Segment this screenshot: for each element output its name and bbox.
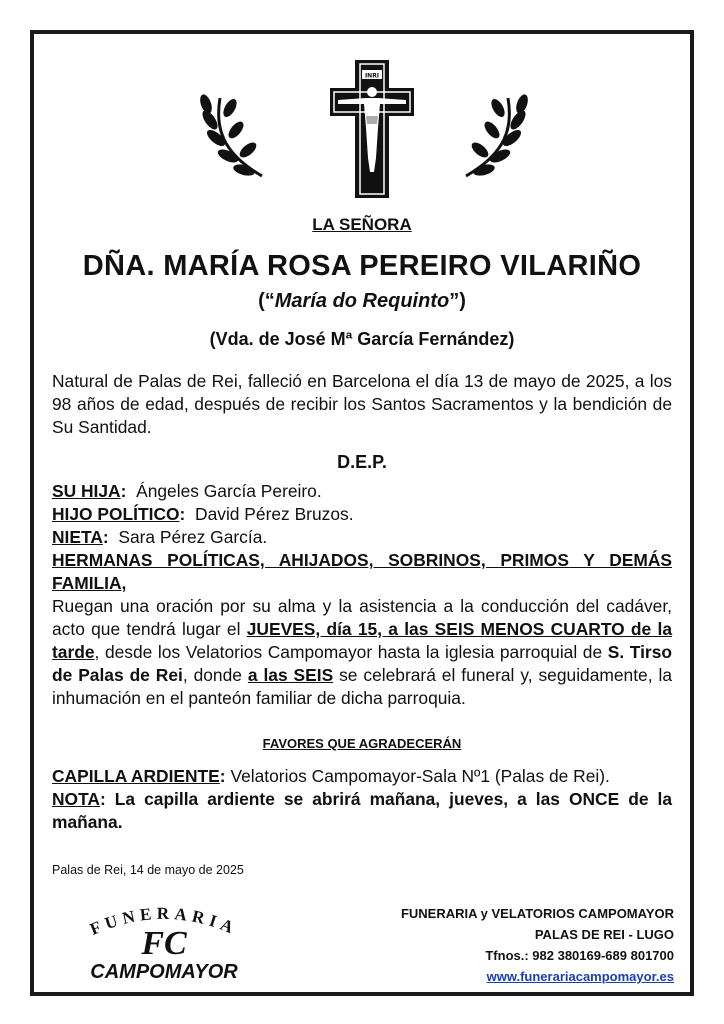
request-part4: se celebrará el funeral y, seguidamente, la inhumación en el panteón familiar de dicha parroquia. [52,665,673,708]
favors-heading: FAVORES QUE AGRADECERÁN [262,736,462,751]
deceased-nickname [52,290,672,313]
family-others-line1: HERMANAS POLÍTICAS, AHIJADOS, SOBRINOS, PRIMOS Y DEMÁS [52,550,672,570]
note-value: La capilla ardiente se abrirá mañana, jueves, a las ONCE de la mañana. [52,789,672,832]
request-part2: , desde los Velatorios Campomayor hasta la iglesia parroquial de [94,642,603,662]
chapel-value: Velatorios Campomayor-Sala Nº1 (Palas de Rei). [230,766,610,786]
laurel-left-icon [198,93,262,178]
chapel-section [52,765,672,834]
family-section [52,480,672,710]
company-contact [401,903,674,987]
deceased-name: DÑA. MARÍA ROSA PEREIRO VILARIÑO [82,250,642,282]
deceased-title-label: LA SEÑORA [312,215,412,234]
logo-monogram: FC [141,925,187,962]
company-website-link[interactable]: www.funerariacampomayor.es [486,969,674,984]
request-part1: Ruegan una oración por su alma y la asistencia a la conducción del cadáver, acto que tendrá lugar el [52,596,672,639]
logo-top-word: FUNERARIA [87,903,241,939]
widow-of: (Vda. de José Mª García Fernández) [209,329,515,349]
daughter-label: SU HIJA [52,481,121,501]
logo-bottom-word: CAMPOMAYOR [90,961,238,983]
note-label: NOTA [52,789,100,809]
request-time: JUEVES, día 15, a las SEIS MENOS CUARTO de la tarde [52,619,672,662]
granddaughter-value: Sara Pérez García. [118,527,268,547]
nickname-open: (“ [258,290,275,312]
nickname-close: ”) [449,290,466,312]
nickname-text: María do Requinto [274,290,450,312]
cross-inscription: INRI [364,72,380,80]
company-logo [54,894,274,986]
request-part3: , donde [182,665,242,685]
request-church: S. Tirso de Palas de Rei [52,642,672,685]
request-paragraph [52,595,672,710]
family-others-line2: FAMILIA, [52,573,127,593]
issue-date: Palas de Rei, 14 de mayo de 2025 [52,863,244,877]
daughter-value: Ángeles García Pereiro. [136,481,322,501]
family-daughter: SU HIJA: Ángeles García Pereiro. [52,481,322,501]
company-name: FUNERARIA y VELATORIOS CAMPOMAYOR [400,906,674,921]
intro-paragraph: Natural de Palas de Rei, falleció en Barcelona el día 13 de mayo de 2025, a los 98 años de edad, después de recibir los Santos Sacramentos y la bendición de Su Santidad. [52,371,672,437]
dep-heading: D.E.P. [337,452,387,472]
note-line: NOTA: La capilla ardiente se abrirá mañana, jueves, a las ONCE de la mañana. [52,789,672,832]
granddaughter-label: NIETA [52,527,103,547]
soninlaw-value: David Pérez Bruzos. [195,504,354,524]
company-phones: Tfnos.: 982 380169-689 801700 [485,948,674,963]
company-location: PALAS DE REI - LUGO [534,927,674,942]
soninlaw-label: HIJO POLÍTICO [52,504,180,524]
family-granddaughter: NIETA: Sara Pérez García. [52,527,268,547]
cross-icon [330,60,414,198]
laurel-right-icon [466,93,530,178]
emblem [0,58,724,208]
request-funeral-time: a las SEIS [247,665,334,685]
family-son-in-law: HIJO POLÍTICO: David Pérez Bruzos. [52,504,354,524]
chapel-label: CAPILLA ARDIENTE [52,766,220,786]
chapel-line: CAPILLA ARDIENTE: Velatorios Campomayor-Sala Nº1 (Palas de Rei). [52,766,610,786]
